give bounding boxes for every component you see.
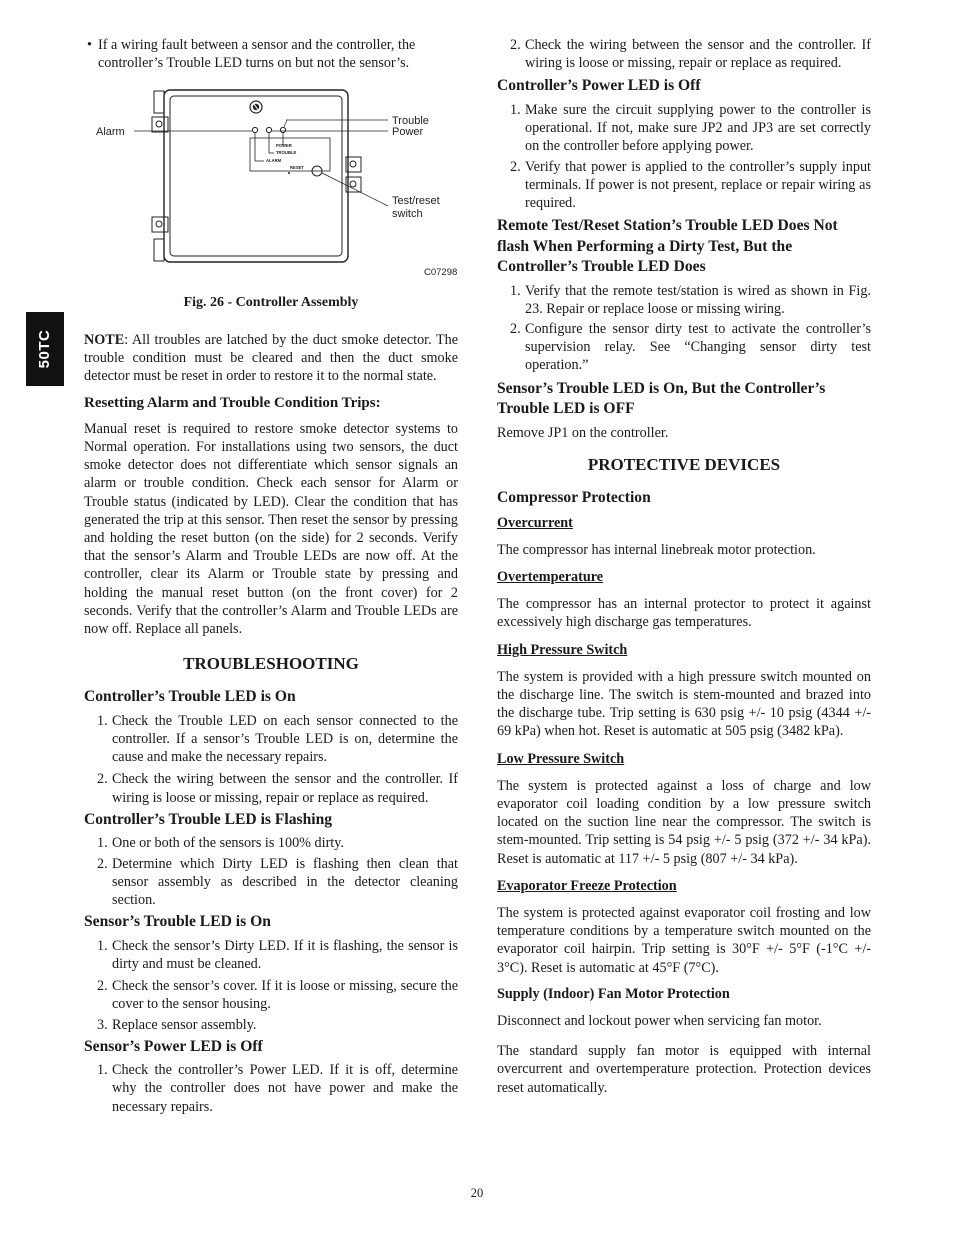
figure-caption: Fig. 26 - Controller Assembly (183, 295, 359, 311)
panel-power-text: POWER (276, 143, 292, 149)
bullet-text: If a wiring fault between a sensor and the controller, the controller’s Trouble LED turns on but not the sensor’s. (98, 37, 416, 72)
overtemperature-heading: Overtemperature (497, 568, 604, 585)
sensor-trouble-on-heading: Sensor’s Trouble LED is On (84, 913, 271, 931)
list-item: 2. Check the wiring between the sensor and the controller. If wiring is loose or missing, repair or replace as required. (510, 37, 871, 72)
freeze-heading: Evaporator Freeze Protection (497, 877, 677, 894)
sensor-on-ctl-off-heading: Sensor’s Trouble LED is On, But the Controller’s Trouble LED is OFF (497, 379, 826, 418)
label-trouble: Trouble (392, 115, 429, 128)
note-text: : All troubles are latched by the duct smoke detector. The trouble condition must be cleared and then the duct smoke detector must be reset in order to restore it to the normal state. (84, 331, 458, 385)
right-column (497, 36, 871, 1097)
list-item: 1. One or both of the sensors is 100% dirty. (97, 835, 344, 852)
bullet-item (84, 36, 458, 72)
freeze-text: The system is protected against evaporator coil frosting and low temperature conditions by a temperature switch mounted on the evaporator coil hairpin. Trip setting is 30°F +/- 5°F (-1°C +/- 3°C). Reset is automatic at 45°F (7°C). (497, 905, 871, 976)
sensor-power-off-list (84, 1061, 458, 1116)
overcurrent-text: The compressor has internal linebreak motor protection. (497, 541, 816, 558)
remote-test-list (497, 282, 871, 375)
panel-reset-text: RESET (290, 165, 304, 171)
reset-heading: Resetting Alarm and Trouble Condition Trips: (84, 395, 381, 412)
supply-fan-text-2: The standard supply fan motor is equipped with internal overcurrent and overtemperature protection. Protection devices reset automatically. (497, 1043, 871, 1096)
label-alarm: Alarm (96, 126, 125, 139)
side-tab-label: 50TC (35, 329, 53, 369)
sensor-on-ctl-off-text: Remove JP1 on the controller. (497, 424, 669, 441)
supply-fan-heading: Supply (Indoor) Fan Motor Protection (497, 985, 730, 1002)
label-switch: switch (392, 208, 423, 221)
bullet-icon: • (87, 37, 92, 53)
list-item: 1. Check the controller’s Power LED. If it is off, determine why the controller does not have power and make the necessary repairs. (97, 1062, 458, 1115)
ctl-power-off-list (497, 101, 871, 212)
controller-assembly-diagram (84, 87, 458, 286)
controller-figure (84, 87, 458, 286)
page-number: 20 (470, 1186, 484, 1200)
panel-alarm-text: ALARM (266, 158, 282, 164)
ctl-trouble-on-heading: Controller’s Trouble LED is On (84, 688, 296, 706)
high-pressure-text: The system is provided with a high pressure switch mounted on the discharge line. The switch is stem-mounted and brazed into the discharge tube. Trip setting is 630 psig +/- 10 psig (4344 +/- 69 kPa) when hot. Reset is automatic at 505 psig (3482 kPa). (497, 668, 871, 740)
troubleshooting-title: TROUBLESHOOTING (183, 654, 359, 674)
list-item: 1. Check the Trouble LED on each sensor connected to the controller. If a sensor’s Trouble LED is on, determine the cause and make the necessary repairs. (97, 712, 458, 766)
overtemperature-text: The compressor has an internal protector to protect it against excessively high discharge gas temperatures. (497, 596, 871, 631)
left-column (84, 36, 458, 1116)
list-item: 1. Check the sensor’s Dirty LED. If it is flashing, the sensor is dirty and must be cleaned. (97, 937, 458, 972)
ctl-power-off-heading: Controller’s Power LED is Off (497, 77, 701, 95)
note-paragraph (84, 331, 458, 386)
ctl-trouble-on-list (84, 712, 458, 807)
compressor-protection-heading: Compressor Protection (497, 489, 651, 507)
supply-fan-text-1: Disconnect and lockout power when servicing fan motor. (497, 1013, 822, 1030)
list-item: 2. Configure the sensor dirty test to activate the controller’s supervision relay. See “Changing sensor dirty test operation.” (510, 321, 871, 374)
reset-text: Manual reset is required to restore smoke detector systems to Normal operation. For installations using two sensors, the duct smoke detector does not differentiate which sensor signals an alarm or trouble condition. Check each sensor for Alarm or Trouble status (indicated by LED). Clear the condition that has generated the trip at this sensor. Then reset the sensor by pressing and holding the reset button (on the side) for 2 seconds. Verify that the sensor’s Alarm and Trouble LEDs are now off. At the controller, clear its Alarm or Trouble state by pressing and holding the manual reset button (on the front cover) for 2 seconds. Verify that the controller’s Alarm and Trouble LEDs are now off. Replace all panels. (84, 420, 458, 637)
panel-trouble-text: TROUBLE (276, 150, 297, 156)
label-test-reset: Test/reset (392, 195, 440, 208)
sensor-trouble-on-list (84, 937, 458, 1034)
continued-list (497, 36, 871, 72)
list-item: 2. Verify that power is applied to the controller’s supply input terminals. If power is not present, replace or repair wiring as required. (510, 158, 871, 211)
side-tab (26, 312, 64, 386)
ctl-trouble-flash-heading: Controller’s Trouble LED is Flashing (84, 810, 333, 828)
label-power: Power (392, 126, 424, 139)
list-item: 2. Determine which Dirty LED is flashing then clean that sensor assembly as described in the detector cleaning section. (97, 855, 458, 908)
low-pressure-text: The system is protected against a loss of charge and low evaporator coil loading condition by a low pressure switch located on the suction line near the compressor. The switch is stem-mounted. Trip setting is 54 psig +/- 5 psig (372 +/- 34 kPa). Reset is automatic at 117 +/- 5 psig (807 +/- 34 kPa). (497, 777, 871, 867)
list-item: 1. Verify that the remote test/station is wired as shown in Fig. 23. Repair or replace loose or missing wiring. (510, 282, 871, 317)
high-pressure-heading: High Pressure Switch (497, 641, 628, 658)
list-item: 2. Check the sensor’s cover. If it is loose or missing, secure the cover to the sensor housing. (97, 978, 458, 1013)
list-item: 1. Make sure the circuit supplying power to the controller is operational. If not, make sure JP2 and JP3 are set correctly on the controller before applying power. (510, 101, 871, 155)
note-label: NOTE (84, 331, 125, 348)
ctl-trouble-flash-list (84, 834, 458, 909)
figure-code: C07298 (424, 267, 458, 279)
list-item: 3. Replace sensor assembly. (97, 1016, 257, 1033)
overcurrent-heading: Overcurrent (497, 514, 573, 531)
list-item: 2. Check the wiring between the sensor and the controller. If wiring is loose or missing, repair or replace as required. (97, 771, 458, 806)
remote-test-heading: Remote Test/Reset Station’s Trouble LED Does Not flash When Performing a Dirty Test, But the Controller’s Trouble LED Does (497, 217, 838, 276)
sensor-power-off-heading: Sensor’s Power LED is Off (84, 1037, 263, 1055)
low-pressure-heading: Low Pressure Switch (497, 750, 625, 767)
protective-devices-title: PROTECTIVE DEVICES (587, 454, 781, 474)
